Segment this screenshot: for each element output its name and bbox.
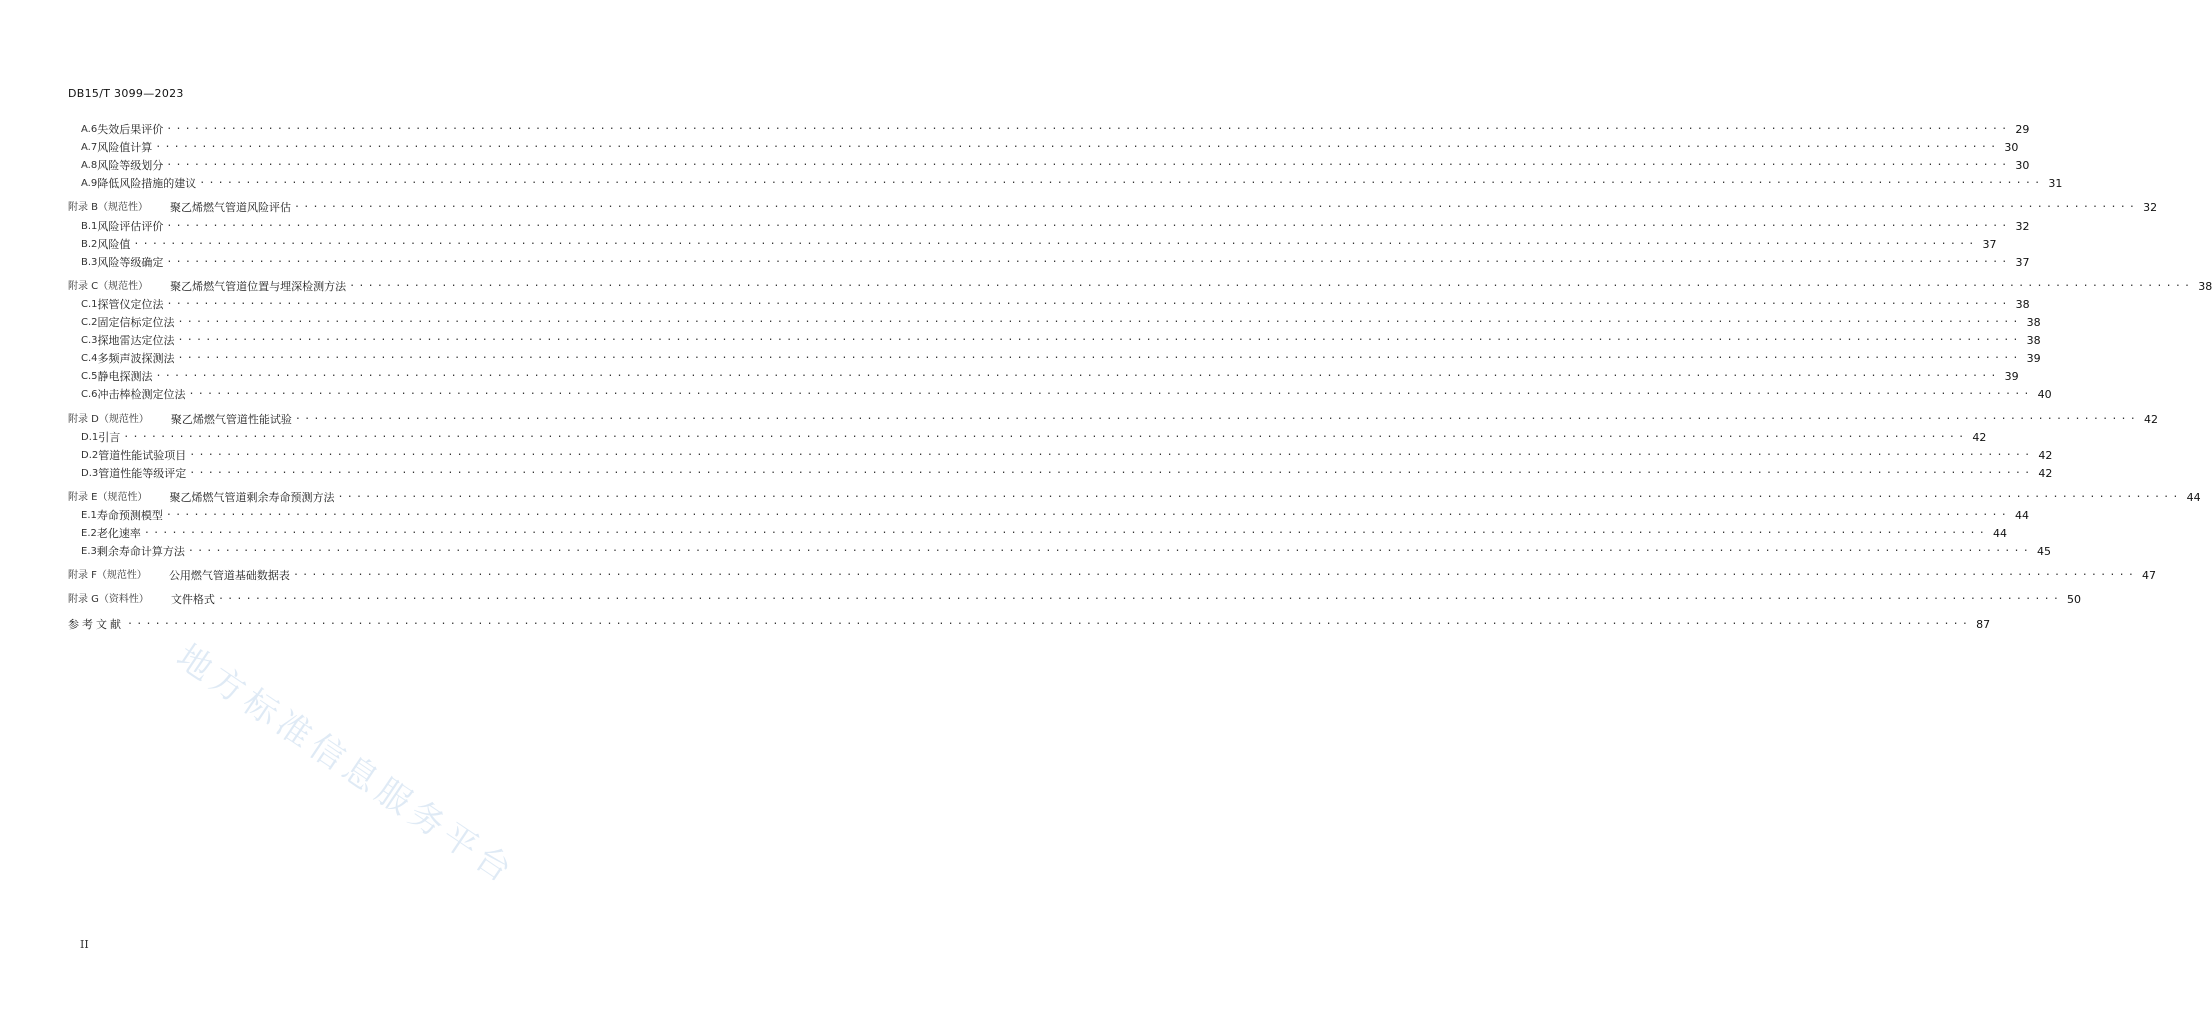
- toc-entry-page: 38: [2026, 316, 2041, 329]
- toc-entry-number: C.5: [81, 371, 98, 383]
- toc-entry-page: 45: [2036, 545, 2051, 559]
- toc-entry-page: 42: [2038, 448, 2053, 462]
- toc-entry-number: D.2: [81, 449, 99, 461]
- toc-entry-page: 44: [1992, 527, 2007, 541]
- toc-appendix-entry[interactable]: [68, 197, 2158, 215]
- toc-entry-title: 风险等级划分: [97, 159, 164, 173]
- toc-entry-title: 文件格式: [170, 593, 215, 607]
- toc-leader-dots: ........................................................................................................................................................................................................: [187, 543, 2032, 555]
- toc-leader-dots: ........................................................................................................................................................................................................: [166, 217, 2011, 229]
- toc-leader-dots: ........................................................................................................................................................................................................: [337, 488, 2182, 500]
- toc-entry-title: 风险值: [97, 237, 131, 251]
- toc-entry-page: 31: [2048, 177, 2063, 191]
- toc-appendix-entry[interactable]: [68, 276, 2212, 294]
- toc-subsection-entry[interactable]: [68, 137, 2019, 155]
- toc-entry-title: 静电探测法: [97, 370, 153, 384]
- toc-entry-page: 39: [2026, 352, 2041, 366]
- toc-subsection-entry[interactable]: [68, 294, 2030, 312]
- toc-leader-dots: ........................................................................................................................................................................................................: [292, 567, 2138, 579]
- toc-leader-dots: ........................................................................................................................................................................................................: [133, 235, 1978, 247]
- toc-entry-page: 42: [1972, 430, 1987, 444]
- toc-leader-dots: ........................................................................................................................................................................................................: [294, 199, 2139, 211]
- toc-leader-dots: ........................................................................................................................................................................................................: [166, 253, 2011, 265]
- toc-entry-number: E.3: [81, 546, 97, 558]
- toc-entry-number: A.7: [81, 142, 98, 154]
- toc-entry-number: A.8: [81, 160, 98, 172]
- toc-leader-dots: ........................................................................................................................................................................................................: [349, 277, 2194, 289]
- toc-leader-dots: ........................................................................................................................................................................................................: [166, 295, 2011, 307]
- toc-entry-number: 附录 D（规范性）: [68, 413, 149, 425]
- toc-leader-dots: ........................................................................................................................................................................................................: [189, 446, 2034, 458]
- toc-entry-page: 44: [2014, 509, 2029, 522]
- toc-appendix-entry[interactable]: [68, 589, 2082, 607]
- toc-entry-page: 32: [2143, 201, 2158, 215]
- toc-entry-title: 风险值计算: [97, 141, 153, 155]
- toc-references-entry[interactable]: [68, 614, 1991, 632]
- toc-leader-dots: ........................................................................................................................................................................................................: [155, 139, 2000, 151]
- toc-entry-title: 剩余寿命计算方法: [96, 545, 185, 559]
- toc-entry-title: 老化速率: [96, 527, 141, 541]
- toc-entry-number: 附录 G（资料性）: [68, 594, 149, 606]
- toc-leader-dots: ........................................................................................................................................................................................................: [166, 157, 2011, 169]
- toc-entry-page: 40: [2037, 388, 2052, 402]
- toc-entry-title: 聚乙烯燃气管道位置与埋深检测方法: [170, 279, 347, 293]
- toc-leader-dots: ........................................................................................................................................................................................................: [123, 428, 1968, 440]
- toc-entry-number: D.3: [81, 467, 99, 479]
- toc-entry-title: 固定信标定位法: [97, 316, 175, 329]
- toc-entry-page: 30: [2015, 159, 2030, 173]
- toc-entry-number: B.3: [81, 256, 98, 268]
- document-code: DB15/T 3099—2023: [68, 87, 184, 100]
- toc-entry-page: 47: [2142, 569, 2157, 583]
- toc-subsection-entry[interactable]: [68, 155, 2030, 173]
- toc-leader-dots: ........................................................................................................................................................................................................: [294, 410, 2139, 422]
- toc-entry-page: 37: [1982, 237, 1997, 251]
- toc-entry-number: 附录 E（规范性）: [68, 491, 148, 503]
- toc-entry-number: E.1: [81, 510, 97, 521]
- toc-subsection-entry[interactable]: [68, 348, 2041, 366]
- toc-entry-number: D.1: [81, 431, 99, 443]
- toc-entry-number: C.3: [81, 335, 98, 347]
- toc-entry-title: 失效后果评价: [97, 123, 164, 136]
- toc-entry-title: 降低风险措施的建议: [97, 177, 197, 191]
- toc-leader-dots: ........................................................................................................................................................................................................: [199, 175, 2044, 187]
- toc-entry-number: A.6: [81, 124, 98, 135]
- toc-entry-page: 38: [2026, 334, 2041, 348]
- toc-entry-title: 冲击棒检测定位法: [97, 388, 186, 402]
- toc-subsection-entry[interactable]: [68, 173, 2063, 191]
- toc-entry-page: 29: [2015, 123, 2030, 136]
- toc-subsection-entry[interactable]: [68, 384, 2052, 402]
- toc-subsection-entry[interactable]: [68, 312, 2041, 330]
- toc-entry-number: C.2: [81, 317, 98, 328]
- toc-subsection-entry[interactable]: [68, 427, 1987, 445]
- toc-entry-title: 多频声波探测法: [97, 352, 175, 366]
- toc-entry-title: 参考文献: [68, 617, 124, 631]
- toc-entry-number: B.2: [81, 238, 98, 250]
- toc-entry-title: 聚乙烯燃气管道风险评估: [170, 201, 292, 215]
- toc-leader-dots: ........................................................................................................................................................................................................: [177, 332, 2022, 344]
- toc-entry-title: 探地雷达定位法: [97, 334, 175, 348]
- toc-leader-dots: ........................................................................................................................................................................................................: [127, 615, 1972, 627]
- toc-appendix-entry[interactable]: [68, 409, 2158, 427]
- toc-subsection-entry[interactable]: [68, 252, 2030, 270]
- toc-entry-number: 附录 B（规范性）: [68, 202, 149, 214]
- toc-entry-title: 风险评估评价: [97, 219, 164, 233]
- toc-entry-page: 38: [2198, 279, 2212, 293]
- toc-entry-page: 42: [2144, 412, 2158, 426]
- toc-subsection-entry[interactable]: [68, 216, 2030, 234]
- toc-subsection-entry[interactable]: [68, 234, 1997, 252]
- toc-entry-title: 寿命预测模型: [96, 509, 163, 522]
- watermark: 地方标准信息服务平台: [169, 636, 524, 894]
- toc-entry-page: 42: [2038, 466, 2053, 480]
- toc-entry-page: 32: [2015, 219, 2030, 233]
- toc-entry-number: 附录 C（规范性）: [68, 280, 149, 292]
- toc-entry-page: 44: [2186, 490, 2201, 504]
- toc-entry-number: E.2: [81, 528, 97, 540]
- toc-subsection-entry[interactable]: [68, 523, 2007, 541]
- toc-entry-number: A.9: [81, 178, 98, 190]
- toc-entry-page: 30: [2004, 141, 2019, 155]
- toc-subsection-entry[interactable]: [68, 541, 2051, 559]
- toc-entry-title: 聚乙烯燃气管道剩余寿命预测方法: [169, 490, 335, 504]
- toc-entry-title: 引言: [98, 430, 121, 444]
- page-number: II: [80, 938, 89, 951]
- toc-entry-title: 风险等级确定: [97, 255, 164, 269]
- toc-leader-dots: ........................................................................................................................................................................................................: [217, 591, 2063, 603]
- toc-appendix-entry[interactable]: [68, 565, 2157, 583]
- toc-entry-number: C.1: [81, 298, 98, 310]
- toc-entry-number: C.6: [81, 389, 98, 401]
- toc-entry-title: 管道性能等级评定: [98, 466, 187, 480]
- toc-subsection-entry[interactable]: [68, 119, 2030, 137]
- toc-entry-title: 聚乙烯燃气管道性能试验: [170, 412, 292, 426]
- toc-subsection-entry[interactable]: [68, 445, 2053, 463]
- toc-leader-dots: ........................................................................................................................................................................................................: [165, 507, 2010, 518]
- toc-leader-dots: ........................................................................................................................................................................................................: [188, 386, 2033, 398]
- toc-subsection-entry[interactable]: [68, 505, 2029, 523]
- toc-subsection-entry[interactable]: [68, 463, 2053, 481]
- toc-entry-page: 37: [2015, 255, 2030, 269]
- toc-subsection-entry[interactable]: [68, 366, 2019, 384]
- toc-entry-number: 附录 F（规范性）: [68, 570, 147, 582]
- toc-entry-number: B.1: [81, 220, 98, 232]
- toc-entry-title: 探管仪定位法: [97, 297, 164, 311]
- toc-leader-dots: ........................................................................................................................................................................................................: [155, 368, 2000, 380]
- toc-entry-page: 39: [2004, 370, 2019, 384]
- toc-subsection-entry[interactable]: [68, 330, 2041, 348]
- toc-entry-page: 87: [1976, 617, 1991, 631]
- toc-leader-dots: ........................................................................................................................................................................................................: [166, 121, 2011, 132]
- toc-leader-dots: ........................................................................................................................................................................................................: [177, 350, 2022, 362]
- toc-leader-dots: ........................................................................................................................................................................................................: [177, 314, 2022, 325]
- toc-entry-title: 公用燃气管道基础数据表: [168, 569, 290, 583]
- toc-entry-page: 38: [2015, 297, 2030, 311]
- toc-entry-number: C.4: [81, 353, 98, 365]
- toc-appendix-entry[interactable]: [68, 487, 2201, 505]
- toc-leader-dots: ........................................................................................................................................................................................................: [189, 464, 2034, 476]
- toc-leader-dots: ........................................................................................................................................................................................................: [143, 525, 1988, 537]
- toc-entry-page: 50: [2067, 593, 2082, 607]
- toc-entry-title: 管道性能试验项目: [98, 448, 187, 462]
